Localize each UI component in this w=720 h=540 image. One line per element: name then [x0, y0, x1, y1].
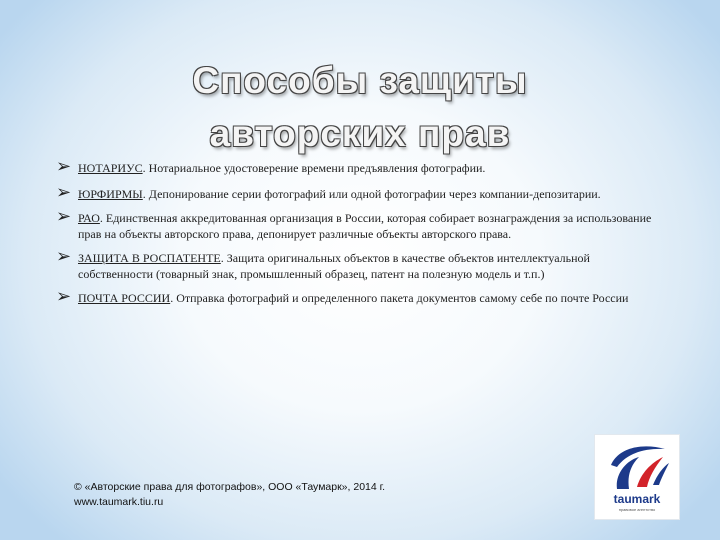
- arrow-bullet-icon: ➢: [56, 246, 72, 267]
- item-term: РАО: [78, 211, 100, 225]
- website-url: www.taumark.tiu.ru: [74, 496, 164, 508]
- slide-title: [0, 54, 720, 160]
- list-item: [56, 246, 661, 282]
- item-term: НОТАРИУС: [78, 161, 143, 175]
- item-text: . Депонирование серии фотографий или одной фотографии через компании-депозитарии.: [142, 186, 601, 201]
- copyright-line: © «Авторские права для фотографов», ООО «Таумарк», 2014 г.: [74, 481, 386, 493]
- list-item: [56, 181, 661, 203]
- logo-name: taumark: [613, 492, 661, 506]
- item-text: . Защита оригинальных объектов в качестве объектов интеллектуальной собственности (товарный знак, промышленный образец, патент на полезную модель и т.п.): [78, 251, 590, 281]
- title-line-1: Способы защиты: [192, 60, 528, 101]
- item-text: . Единственная аккредитованная организация в России, которая собирает вознаграждения за использование прав на объекты авторского права, депонирует различные объекты авторского права.: [78, 211, 652, 241]
- arrow-bullet-icon: ➢: [56, 181, 72, 203]
- arrow-bullet-icon: ➢: [56, 156, 72, 177]
- item-term: ПОЧТА РОССИИ: [78, 291, 171, 305]
- item-text: . Отправка фотографий и определенного пакета документов самому себе по почте России: [170, 291, 629, 305]
- arrow-bullet-icon: ➢: [56, 206, 72, 227]
- item-term: ЮРФИРМЫ: [78, 186, 143, 201]
- taumark-logo: [594, 434, 680, 520]
- logo-mark-icon: [595, 435, 679, 495]
- title-line-2: авторских прав: [209, 113, 511, 154]
- protection-methods-list: [56, 156, 661, 307]
- item-text: . Нотариальное удостоверение времени предъявления фотографии.: [142, 161, 486, 175]
- list-item: [56, 286, 661, 307]
- list-item: [56, 156, 661, 177]
- list-item: [56, 206, 661, 242]
- item-term: ЗАЩИТА В РОСПАТЕНТЕ: [78, 251, 221, 265]
- logo-tagline: правовое агентство: [618, 507, 656, 512]
- arrow-bullet-icon: ➢: [56, 286, 72, 307]
- copyright-footer: [74, 480, 385, 510]
